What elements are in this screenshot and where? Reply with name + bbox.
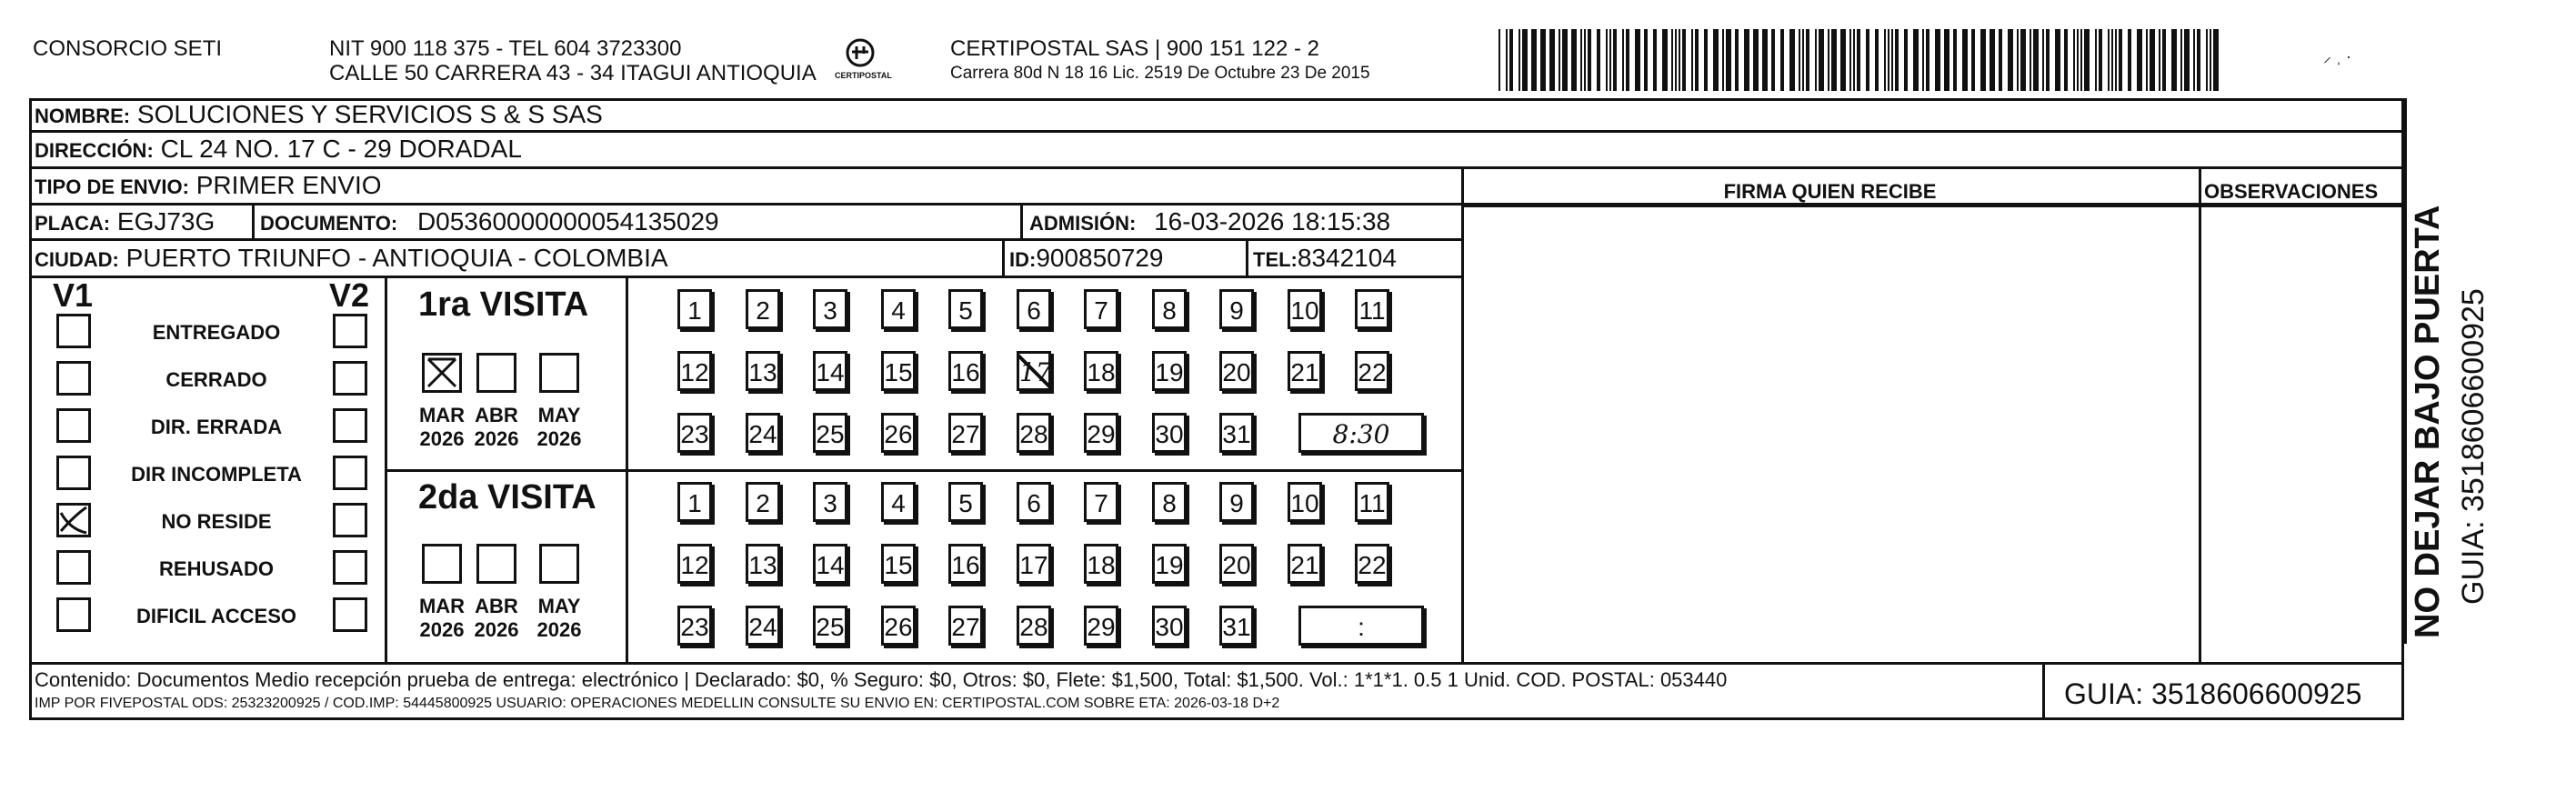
month-label — [415, 404, 469, 451]
v1-checkbox[interactable] — [56, 503, 91, 537]
day-box[interactable]: 5 — [948, 482, 983, 522]
v2-checkbox[interactable] — [333, 361, 367, 396]
v1-checkbox[interactable] — [56, 597, 91, 632]
day-box[interactable]: 29 — [1084, 413, 1118, 453]
day-box[interactable]: 27 — [948, 413, 983, 453]
month-name: MAR — [418, 595, 466, 617]
day-box[interactable]: 24 — [746, 413, 780, 453]
barcode-bar — [1891, 29, 1893, 91]
status-option-label: REHUSADO — [159, 557, 274, 580]
v1-checkbox[interactable] — [56, 456, 91, 490]
company-address: CALLE 50 CARRERA 43 - 34 ITAGUI ANTIOQUIA — [329, 61, 817, 85]
barcode-bar — [1506, 29, 1508, 91]
day-box[interactable]: 5 — [948, 289, 983, 329]
barcode-bar — [1753, 29, 1759, 91]
month-label — [469, 595, 524, 642]
day-box[interactable]: 29 — [1084, 606, 1118, 646]
barcode — [1498, 29, 2224, 91]
barcode-bar — [1831, 29, 1837, 91]
day-box[interactable]: 3 — [813, 289, 847, 329]
side-guia: GUIA: 3518606600925 — [2456, 288, 2491, 605]
barcode-bar — [1819, 29, 1824, 91]
v2-checkbox[interactable] — [333, 503, 367, 537]
direccion-label: DIRECCIÓN: — [35, 139, 154, 162]
barcode-bar — [1613, 29, 1617, 91]
day-box[interactable]: 10 — [1288, 289, 1322, 329]
status-option-label: NO RESIDE — [161, 510, 272, 533]
ciudad-value: PUERTO TRIUNFO - ANTIOQUIA - COLOMBIA — [125, 244, 668, 272]
day-box[interactable]: 16 — [948, 544, 983, 584]
barcode-bar — [1722, 29, 1724, 91]
day-box[interactable]: 3 — [813, 482, 847, 522]
barcode-bar — [2064, 29, 2068, 91]
barcode-bar — [1840, 29, 1846, 91]
barcode-bar — [1531, 29, 1537, 91]
barcode-bar — [1884, 29, 1886, 91]
barcode-bar — [2171, 29, 2177, 91]
v1-checkbox[interactable] — [56, 314, 91, 348]
barcode-bar — [2119, 29, 2122, 91]
barcode-bar — [1853, 29, 1855, 91]
day-box[interactable]: 9 — [1219, 289, 1254, 329]
month-year: 2026 — [536, 618, 582, 641]
barcode-bar — [1744, 29, 1749, 91]
barcode-bar — [1962, 29, 1968, 91]
barcode-bar — [1888, 29, 1889, 91]
day-box[interactable]: 7 — [1084, 289, 1118, 329]
barcode-bar — [2017, 29, 2019, 91]
barcode-bar — [1806, 29, 1809, 91]
status-option-label: CERRADO — [165, 368, 267, 391]
v2-checkbox[interactable] — [333, 597, 367, 632]
month-checkbox[interactable] — [422, 353, 462, 393]
barcode-bar — [1866, 29, 1869, 91]
day-box[interactable]: 22 — [1355, 351, 1389, 391]
firma-header: FIRMA QUIEN RECIBE — [1723, 180, 1937, 203]
barcode-bar — [1597, 29, 1600, 91]
day-box[interactable]: 2 — [746, 289, 780, 329]
barcode-bar — [1498, 29, 1500, 91]
barcode-bar — [1704, 29, 1708, 91]
tel-value: 8342104 — [1297, 244, 1397, 272]
day-box[interactable]: 25 — [813, 413, 847, 453]
day-box[interactable]: 8 — [1152, 289, 1187, 329]
day-box[interactable]: 12 — [677, 351, 712, 391]
day-box[interactable]: 28 — [1017, 606, 1051, 646]
barcode-bar — [2073, 29, 2075, 91]
barcode-bar — [2108, 29, 2110, 91]
day-box[interactable]: 30 — [1152, 413, 1187, 453]
month-checkbox[interactable] — [539, 544, 579, 584]
barcode-bar — [2055, 29, 2060, 91]
barcode-bar — [1735, 29, 1739, 91]
id-value: 900850729 — [1036, 244, 1164, 272]
barcode-bar — [2146, 29, 2148, 91]
day-box[interactable]: 21 — [1288, 544, 1322, 584]
v1-heading: V1 — [53, 276, 94, 314]
day-box[interactable]: 26 — [881, 606, 916, 646]
footer-guia: GUIA: 3518606600925 — [2064, 677, 2362, 710]
v2-checkbox[interactable] — [333, 314, 367, 348]
month-year: 2026 — [419, 427, 465, 450]
placa-label: PLACA: — [35, 212, 111, 235]
month-year: 2026 — [474, 618, 519, 641]
month-name: MAR — [418, 404, 466, 426]
barcode-bar — [1584, 29, 1586, 91]
tipo-envio-value: PRIMER ENVIO — [195, 171, 382, 199]
day-box[interactable]: 31 — [1219, 606, 1254, 646]
month-name: MAY — [537, 595, 581, 617]
barcode-bar — [2095, 29, 2097, 91]
day-box[interactable]: 30 — [1152, 606, 1187, 646]
footer-line2: IMP POR FIVEPOSTAL ODS: 25323200925 / COD.IMP: 54445800925 USUARIO: OPERACIONES MEDELLIN CONSULTE SU ENVIO EN: CERTIPOSTAL.COM SOBRE ETA: 2026-03-18 D+2 — [35, 696, 1280, 711]
barcode-bar — [2020, 29, 2026, 91]
placa-value: EGJ73G — [116, 207, 216, 236]
barcode-bar — [1682, 29, 1686, 91]
barcode-bar — [1675, 29, 1677, 91]
barcode-bar — [1695, 29, 1699, 91]
day-box[interactable]: 4 — [881, 289, 916, 329]
company-nit-tel: NIT 900 118 375 - TEL 604 3723300 — [329, 36, 682, 61]
barcode-bar — [1815, 29, 1817, 91]
tel-label: TEL: — [1253, 248, 1298, 271]
barcode-bar — [1549, 29, 1555, 91]
v1-checkbox[interactable] — [56, 550, 91, 585]
tipo-envio-label: TIPO DE ENVIO: — [35, 175, 189, 198]
nombre-row — [35, 100, 603, 129]
day-box[interactable]: 18 — [1084, 544, 1118, 584]
barcode-bar — [2193, 29, 2195, 91]
barcode-bar — [2159, 29, 2160, 91]
certipostal-line2: Carrera 80d N 18 16 Lic. 2519 De Octubre 23 De 2015 — [950, 64, 1370, 83]
barcode-bar — [1713, 29, 1719, 91]
month-checkbox[interactable] — [539, 353, 579, 393]
nombre-value: SOLUCIONES Y SERVICIOS S & S SAS — [136, 100, 603, 128]
month-label — [415, 595, 469, 642]
barcode-bar — [1771, 29, 1775, 91]
day-box[interactable]: 9 — [1219, 482, 1254, 522]
ciudad-row — [35, 244, 668, 273]
barcode-bar — [1644, 29, 1648, 91]
barcode-bar — [2080, 29, 2082, 91]
barcode-bar — [1522, 29, 1528, 91]
day-box[interactable]: 20 — [1219, 351, 1254, 391]
day-box[interactable]: 18 — [1084, 351, 1118, 391]
v2-checkbox[interactable] — [333, 550, 367, 585]
day-box[interactable]: 12 — [677, 544, 712, 584]
documento-value: D05360000000054135029 — [416, 207, 719, 236]
barcode-bar — [1895, 29, 1899, 91]
day-box[interactable]: 14 — [813, 544, 847, 584]
barcode-bar — [1679, 29, 1680, 91]
handwritten-mark-icon — [425, 356, 459, 390]
ciudad-label: CIUDAD: — [35, 248, 119, 271]
month-name: MAY — [537, 404, 581, 426]
barcode-bar — [2084, 29, 2090, 91]
barcode-bar — [2046, 29, 2050, 91]
day-box[interactable]: 8 — [1152, 482, 1187, 522]
month-checkbox[interactable] — [476, 544, 516, 584]
barcode-bar — [1904, 29, 1908, 91]
barcode-bar — [2077, 29, 2079, 91]
day-box[interactable]: 31 — [1219, 413, 1254, 453]
v2-checkbox[interactable] — [333, 456, 367, 490]
day-box[interactable]: 19 — [1152, 544, 1187, 584]
barcode-bar — [1999, 29, 2002, 91]
barcode-bar — [1562, 29, 1568, 91]
v1-checkbox[interactable] — [56, 408, 91, 443]
month-label — [532, 595, 586, 642]
barcode-bar — [1519, 29, 1520, 91]
side-warning: NO DEJAR BAJO PUERTA — [2409, 205, 2447, 638]
barcode-bar — [1990, 29, 1995, 91]
documento-field — [260, 207, 719, 236]
day-box[interactable]: 14 — [813, 351, 847, 391]
admision-label: ADMISIÓN: — [1029, 212, 1137, 235]
v2-checkbox[interactable] — [333, 408, 367, 443]
documento-label: DOCUMENTO: — [260, 212, 398, 235]
barcode-bar — [1828, 29, 1829, 91]
barcode-bar — [1588, 29, 1591, 91]
day-box[interactable]: 13 — [746, 544, 780, 584]
day-box[interactable]: 15 — [881, 351, 916, 391]
barcode-bar — [2033, 29, 2039, 91]
barcode-bar — [1944, 29, 1950, 91]
barcode-bar — [1971, 29, 1975, 91]
barcode-bar — [1540, 29, 1546, 91]
placa-field — [35, 207, 215, 236]
barcode-bar — [2128, 29, 2131, 91]
barcode-bar — [2210, 29, 2211, 91]
tipo-envio-row — [35, 171, 382, 200]
day-box[interactable]: 23 — [677, 606, 712, 646]
month-year: 2026 — [474, 427, 519, 450]
barcode-bar — [2206, 29, 2208, 91]
visit2-time-field[interactable]: : — [1298, 606, 1424, 646]
barcode-bar — [1953, 29, 1957, 91]
barcode-bar — [1726, 29, 1731, 91]
id-label: ID: — [1009, 248, 1037, 271]
id-field — [1009, 244, 1163, 273]
visit2-title: 2da VISITA — [418, 478, 596, 516]
day-box[interactable]: 28 — [1017, 413, 1051, 453]
barcode-bar — [1913, 29, 1919, 91]
status-option-label: ENTREGADO — [152, 321, 281, 344]
day-box[interactable]: 1 — [677, 289, 712, 329]
month-name: ABR — [475, 595, 518, 617]
barcode-bar — [1559, 29, 1560, 91]
barcode-bar — [2213, 29, 2219, 91]
day-box[interactable]: 17 — [1017, 351, 1051, 391]
barcode-bar — [1857, 29, 1860, 91]
side-frame — [2404, 98, 2407, 644]
v1-checkbox[interactable] — [56, 361, 91, 396]
barcode-bar — [1509, 29, 1513, 91]
visit1-title: 1ra VISITA — [418, 286, 589, 324]
barcode-bar — [2111, 29, 2113, 91]
day-box[interactable]: 27 — [948, 606, 983, 646]
day-box[interactable]: 6 — [1017, 482, 1051, 522]
day-box[interactable]: 13 — [746, 351, 780, 391]
direccion-row — [35, 135, 522, 164]
month-year: 2026 — [536, 427, 582, 450]
barcode-bar — [1606, 29, 1608, 91]
status-option-label: DIFICIL ACCESO — [135, 605, 296, 627]
certipostal-logo — [835, 36, 892, 87]
certipostal-line1: CERTIPOSTAL SAS | 900 151 122 - 2 — [950, 36, 1319, 61]
day-box[interactable]: 6 — [1017, 289, 1051, 329]
day-box[interactable]: 2 — [746, 482, 780, 522]
barcode-bar — [2030, 29, 2031, 91]
barcode-bar — [1849, 29, 1851, 91]
month-year: 2026 — [419, 618, 465, 641]
logo-text: CERTIPOSTAL — [835, 71, 892, 80]
observaciones-header: OBSERVACIONES — [2204, 180, 2379, 203]
barcode-graphic — [1498, 29, 2224, 91]
barcode-bar — [2197, 29, 2200, 91]
day-box[interactable]: 10 — [1288, 482, 1322, 522]
barcode-bar — [1926, 29, 1929, 91]
barcode-bar — [1875, 29, 1879, 91]
barcode-bar — [1780, 29, 1784, 91]
day-box[interactable]: 21 — [1288, 351, 1322, 391]
barcode-bar — [2150, 29, 2155, 91]
barcode-bar — [1799, 29, 1800, 91]
month-checkbox[interactable] — [476, 353, 516, 393]
barcode-bar — [1626, 29, 1629, 91]
barcode-bar — [2115, 29, 2117, 91]
day-box[interactable]: 17 — [1017, 544, 1051, 584]
tel-field — [1253, 244, 1397, 273]
barcode-bar — [1789, 29, 1795, 91]
month-name: ABR — [475, 404, 518, 426]
day-box[interactable]: 11 — [1355, 482, 1389, 522]
admision-value: 16-03-2026 18:15:38 — [1154, 207, 1391, 236]
barcode-bar — [2008, 29, 2013, 91]
month-label — [532, 404, 586, 451]
day-box[interactable]: 22 — [1355, 544, 1389, 584]
barcode-bar — [1622, 29, 1624, 91]
company-name: CONSORCIO SETI — [33, 36, 223, 61]
day-box[interactable]: 4 — [881, 482, 916, 522]
barcode-bar — [1635, 29, 1640, 91]
day-box[interactable]: 26 — [881, 413, 916, 453]
barcode-bar — [1653, 29, 1657, 91]
day-box[interactable]: 19 — [1152, 351, 1187, 391]
barcode-bar — [1671, 29, 1673, 91]
month-label — [469, 404, 524, 451]
barcode-bar — [2184, 29, 2190, 91]
barcode-bar — [2162, 29, 2166, 91]
barcode-bar — [1571, 29, 1577, 91]
barcode-bar — [1580, 29, 1582, 91]
barcode-bar — [1802, 29, 1804, 91]
barcode-bar — [2137, 29, 2142, 91]
barcode-bar — [1980, 29, 1986, 91]
day-box[interactable]: 25 — [813, 606, 847, 646]
day-box[interactable]: 16 — [948, 351, 983, 391]
barcode-bar — [2042, 29, 2044, 91]
day-box[interactable]: 24 — [746, 606, 780, 646]
direccion-value: CL 24 NO. 17 C - 29 DORADAL — [160, 135, 522, 163]
day-box[interactable]: 7 — [1084, 482, 1118, 522]
barcode-bar — [1762, 29, 1768, 91]
day-box[interactable]: 20 — [1219, 544, 1254, 584]
day-box[interactable]: 23 — [677, 413, 712, 453]
barcode-bar — [1609, 29, 1611, 91]
barcode-bar — [1691, 29, 1693, 91]
handwritten-mark-icon — [59, 506, 88, 535]
status-option-label: DIR. ERRADA — [150, 416, 283, 438]
status-option-label: DIR INCOMPLETA — [131, 463, 302, 486]
visit1-time-field[interactable]: 8:30 — [1298, 413, 1424, 453]
nombre-label: NOMBRE: — [35, 105, 131, 127]
barcode-bar — [2180, 29, 2182, 91]
header-marks: ⸝ ˌ · — [2323, 47, 2351, 65]
footer-line1: Contenido: Documentos Medio recepción prueba de entrega: electrónico | Declarado: $0, % Seguro: $0, Otros: $0, Flete: $1,500, Total: $1,500. Vol.: 1*1*1. 0.5 1 Unid. COD. POSTAL: 053440 — [35, 668, 1728, 691]
barcode-bar — [1662, 29, 1668, 91]
day-box[interactable]: 11 — [1355, 289, 1389, 329]
barcode-bar — [1922, 29, 1924, 91]
day-box[interactable]: 15 — [881, 544, 916, 584]
day-box[interactable]: 1 — [677, 482, 712, 522]
month-checkbox[interactable] — [422, 544, 462, 584]
barcode-bar — [1935, 29, 1940, 91]
admision-field — [1029, 207, 1390, 236]
barcode-bar — [2099, 29, 2102, 91]
v2-heading: V2 — [329, 276, 370, 314]
